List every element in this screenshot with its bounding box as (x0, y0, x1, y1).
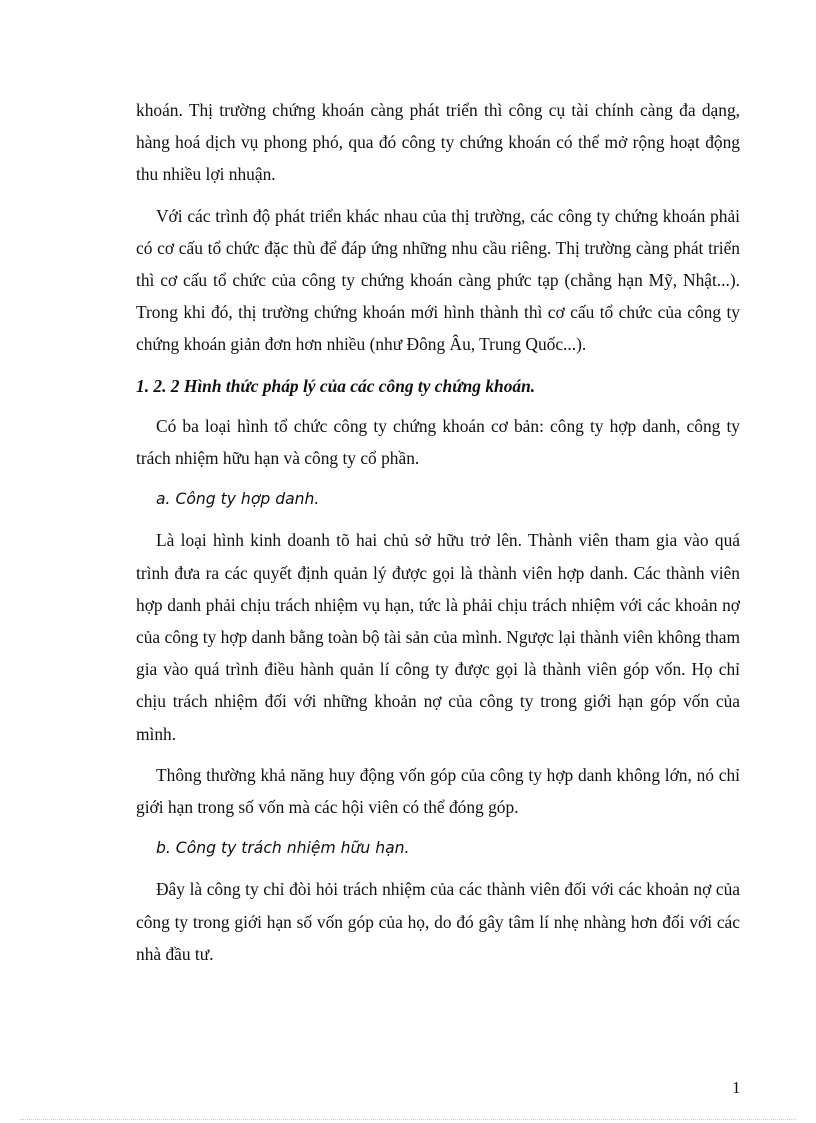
page-number: 1 (732, 1078, 741, 1097)
subheading-limited-liability: b. Công ty trách nhiệm hữu hạn. (156, 839, 410, 858)
paragraph-three-types: Có ba loại hình tổ chức công ty chứng khoán cơ bản: công ty hợp danh, công ty trách nhiệm hữu hạn và công ty cổ phần. (136, 415, 740, 469)
footer-divider (20, 1119, 796, 1120)
section-heading: 1. 2. 2 Hình thức pháp lý của các công ty chứng khoán. (136, 375, 536, 396)
paragraph-organizational-structure: Với các trình độ phát triển khác nhau của thị trường, các công ty chứng khoán phải có cơ cấu tổ chức đặc thù để đáp ứng những nhu cầu riêng. Thị trường càng phát triển thì cơ cấu tổ chức của công ty chứng khoán càng phức tạp (chẳng hạn Mỹ, Nhật...). Trong khi đó, thị trường chứng khoán mới hình thành thì cơ cấu tổ chức của công ty chứng khoán giản đơn hơn nhiều (như Đông Âu, Trung Quốc...). (136, 205, 740, 355)
paragraph-continuation: khoán. Thị trường chứng khoán càng phát triển thì công cụ tài chính càng đa dạng, hàng hoá dịch vụ phong phó, qua đó công ty chứng khoán có thể mở rộng hoạt động thu nhiều lợi nhuận. (136, 100, 740, 185)
subheading-partnership: a. Công ty hợp danh. (156, 490, 320, 509)
paragraph-partnership: Là loại hình kinh doanh tõ hai chủ sở hữu trở lên. Thành viên tham gia vào quá trình đưa ra các quyết định quản lý được gọi là thành viên hợp danh. Các thành viên hợp danh phải chịu trách nhiệm vụ hạn, tức là phải chịu trách nhiệm với các khoản nợ của công ty hợp danh bằng toàn bộ tài sản của mình. Ngược lại thành viên không tham gia vào quá trình điều hành quản lí công ty được gọi là thành viên góp vốn. Họ chỉ chịu trách nhiệm đối với những khoản nợ của công ty trong giới hạn góp vốn của mình. (136, 530, 740, 744)
paragraph-capital-mobilization: Thông thường khả năng huy động vốn góp của công ty hợp danh không lớn, nó chỉ giới hạn trong số vốn mà các hội viên có thể đóng góp. (136, 764, 740, 818)
paragraph-limited-liability: Đây là công ty chỉ đòi hỏi trách nhiệm của các thành viên đối với các khoản nợ của công ty trong giới hạn số vốn góp của họ, do đó gây tâm lí nhẹ nhàng hơn đối với các nhà đầu tư. (136, 879, 740, 964)
document-body (136, 94, 740, 979)
